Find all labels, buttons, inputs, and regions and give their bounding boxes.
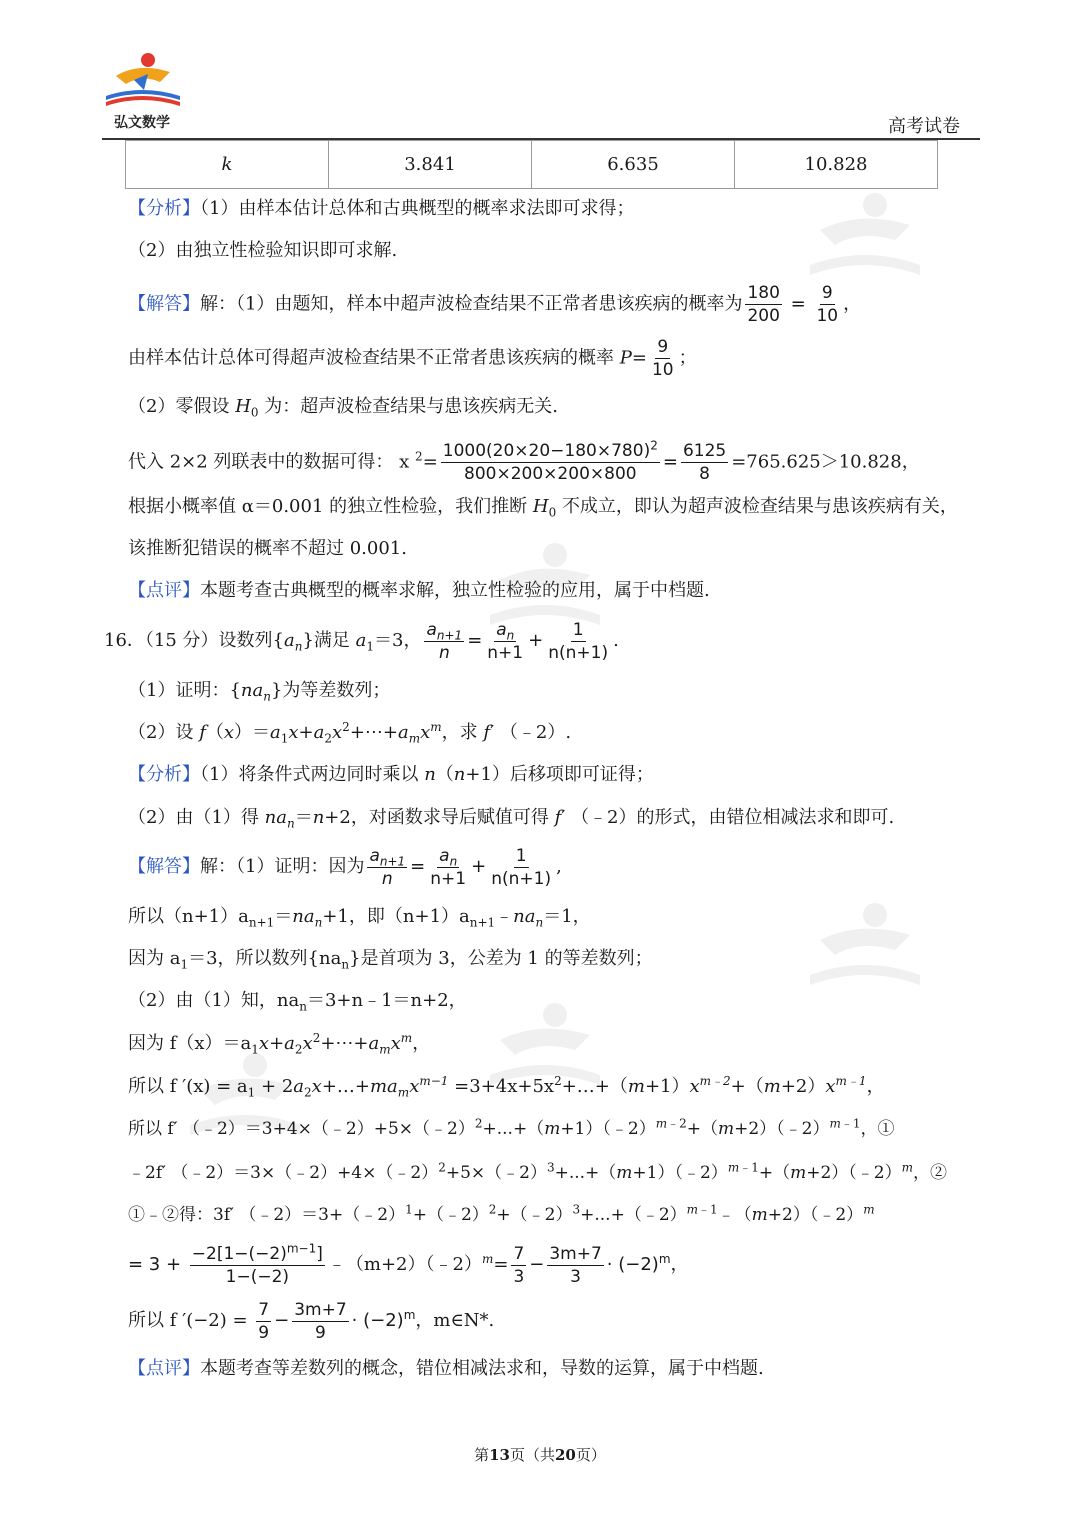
p16-final: 所以 f ′(−2) = $\frac{7}{9}$ − $\frac{3m+7}{9}$ · $(-2)^m$，m∈N*.	[128, 1299, 495, 1343]
analysis-tag: 【分析】	[128, 198, 200, 219]
table-cell: 6.635	[532, 141, 735, 189]
p16-eq-2: ﹣2f′ （﹣2）＝3×（﹣2）+4×（﹣2）$^2$+5×（﹣2）$^3$+...+（m+1）（﹣2）$^{m﹣1}$+（m+2）（﹣2）$^m$，②	[128, 1160, 947, 1183]
fraction: $\frac{1000(20\times 20-180\times 780)^2}{800\times 200\times 200\times 800}$	[442, 438, 658, 484]
p15-analysis-1: 【分析】（1）由样本估计总体和古典概型的概率求法即可求得；	[128, 198, 635, 219]
watermark-logo	[800, 900, 930, 1000]
watermark-logo	[800, 190, 930, 290]
p16-review: 【点评】本题考查等差数列的概念，错位相减法求和，导数的运算，属于中档题.	[128, 1358, 764, 1379]
p16-solution-3: 因为 $a_1=3$，所以数列$\{na_n\}$是首项为 3，公差为 1 的等差数列；	[128, 948, 653, 972]
p15-solution-3: （2）零假设 $H_0$ 为：超声波检查结果与患该疾病无关.	[128, 396, 558, 420]
fraction: $\frac{6125}{8}$	[682, 441, 727, 484]
table-cell: 3.841	[329, 141, 532, 189]
p16-analysis-1: 【分析】（1）将条件式两边同时乘以 n（n+1）后移项即可证得；	[128, 764, 654, 785]
p16-derivative: 所以 f $'(x) = a_1$ + $2a_2x+\dots+ma_mx^{m-1}$ $=3+4x+5x^2+\dots+(m+1)x^{m﹣2}+(m+2)x^{m﹣1}$，	[128, 1074, 885, 1100]
p16-question-2: （2）设 $f(x)=a_1x+a_2x^2+\cdots+a_mx^m$，求 f′ （﹣2）.	[128, 720, 572, 746]
table-cell: 10.828	[735, 141, 938, 189]
table-row	[126, 141, 938, 189]
fraction: $\frac{180}{200}$	[747, 283, 780, 326]
critical-value-table	[125, 140, 938, 189]
p15-analysis-2: （2）由独立性检验知识即可求解.	[128, 240, 398, 261]
page-number: 13	[489, 1446, 510, 1464]
p16-analysis-2: （2）由（1）得 $na_n=n+2$，对函数求导后赋值可得 f′ （﹣2）的形式，由错位相减法求和即可.	[128, 807, 895, 831]
table-cell: k	[126, 141, 329, 189]
p16-eq-3: ①﹣②得：3f′ （﹣2）＝3+（﹣2）$^1$+（﹣2）$^2$+（﹣2）$^3$+...+（﹣2）$^{m﹣1}$﹣（m+2）（﹣2）$^m$	[128, 1202, 875, 1225]
p16-eq-1: 所以 f′ （﹣2）＝3+4×（﹣2）+5×（﹣2）$^2$+...+（m+1）（﹣2）$^{m﹣2}$+（m+2）（﹣2）$^{m﹣1}$，①	[128, 1116, 895, 1139]
solution-tag: 【解答】	[128, 856, 200, 877]
p15-solution-2: 由样本估计总体可得超声波检查结果不正常者患该疾病的概率 P= $\frac{9}{10}$ ；	[128, 337, 697, 380]
p16-solution-1: 【解答】解：（1）证明：因为 $\frac{a_{n+1}}{n}$ = $\frac{a_n}{n+1}$ + $\frac{1}{n(n+1)}$ ,	[128, 845, 562, 889]
brand-name: 弘文数学	[114, 115, 170, 131]
fraction: $\frac{9}{10}$	[651, 337, 674, 380]
analysis-tag: 【分析】	[128, 764, 200, 785]
review-tag: 【点评】	[128, 580, 200, 601]
p16-solution-4: （2）由（1）知，$na_n=3+n﹣1=n+2$，	[128, 990, 467, 1014]
exam-title: 高考试卷	[888, 116, 960, 137]
page-total: 20	[555, 1446, 576, 1464]
p16-solution-2: 所以$(n+1)a_{n+1}=na_n+1$，即$(n+1)a_{n+1}﹣na_n=1$，	[128, 906, 591, 930]
p16-eq-4: = 3 + $\frac{-2[1-(-2)^{m-1}]}{1-(-2)}$ ﹣（m+2）（﹣2）$^m$= $\frac{7}{3}$ − $\frac{3m+7}{3}$ · $(-2)^m$，	[128, 1240, 689, 1287]
p15-review: 【点评】本题考查古典概型的概率求解，独立性检验的应用，属于中档题.	[128, 580, 710, 601]
p15-solution-6: 该推断犯错误的概率不超过 0.001.	[128, 538, 407, 559]
p16-solution-5: 因为 $f(x)=a_1x+a_2x^2+\cdots+a_mx^m$，	[128, 1031, 431, 1057]
review-tag: 【点评】	[128, 1358, 200, 1379]
brand-logo-icon	[104, 50, 182, 110]
page-footer: 第13页（共20页）	[474, 1446, 606, 1464]
p15-solution-5: 根据小概率值 α＝0.001 的独立性检验，我们推断 $H_0$ 不成立，即认为超声波检查结果与患该疾病有关，	[128, 496, 958, 520]
p15-chi-square: 代入 2×2 列联表中的数据可得： x $^2$= $\frac{1000(20\times 20-180\times 780)^2}{800\times 200\times 200\times 800}$ = $\frac{6125}{8}$ =765.625＞10.828，	[128, 438, 920, 484]
fraction: $\frac{9}{10}$	[816, 283, 839, 326]
p15-solution-1: 【解答】解：（1）由题知，样本中超声波检查结果不正常者患该疾病的概率为 $\frac{180}{200}$ = $\frac{9}{10}$ ，	[128, 283, 862, 326]
p16-question-1: （1）证明：$\{na_n\}$为等差数列；	[128, 680, 391, 704]
p16-statement: 16．（15 分）设数列$\{a_n\}$满足 $a_1=3$， $\frac{a_{n+1}}{n}$ = $\frac{a_n}{n+1}$ + $\frac{1}{n(n+1)}$ .	[104, 619, 619, 663]
solution-tag: 【解答】	[128, 293, 200, 315]
